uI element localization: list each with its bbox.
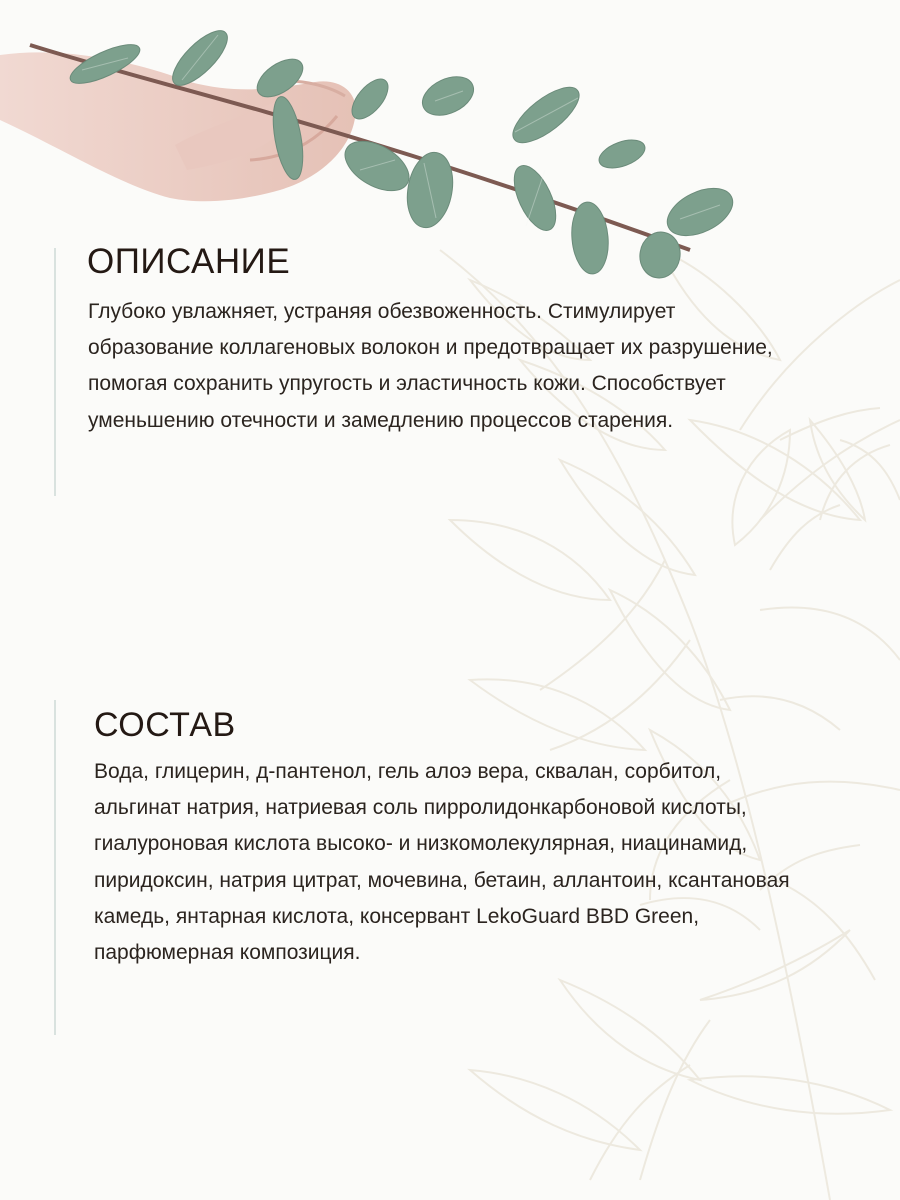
description-accent-rule <box>54 248 56 496</box>
composition-accent-rule <box>54 700 56 1035</box>
description-title: ОПИСАНИЕ <box>87 242 291 281</box>
composition-title: СОСТАВ <box>94 706 236 744</box>
description-text: Глубоко увлажняет, устраняя обезвоженность. Стимулирует образование коллагеновых волокон и предотвращает их разрушение, помогая сохранить упругость и эластичность кожи. Способствует уменьшению отечности и замедлению процессов старения. <box>88 300 773 432</box>
composition-text: Вода, глицерин, д-пантенол, гель алоэ вера, сквалан, сорбитол, альгинат натрия, натриевая соль пирролидонкарбоновой кислоты, гиалуроновая кислота высоко- и низкомолекулярная, ниацинамид, пиридоксин, натрия цитрат, мочевина, бетаин, аллантоин, ксантановая камедь, янтарная кислота, консервант LekoGuard BBD Green, парфюмерная композиция. <box>94 760 790 965</box>
